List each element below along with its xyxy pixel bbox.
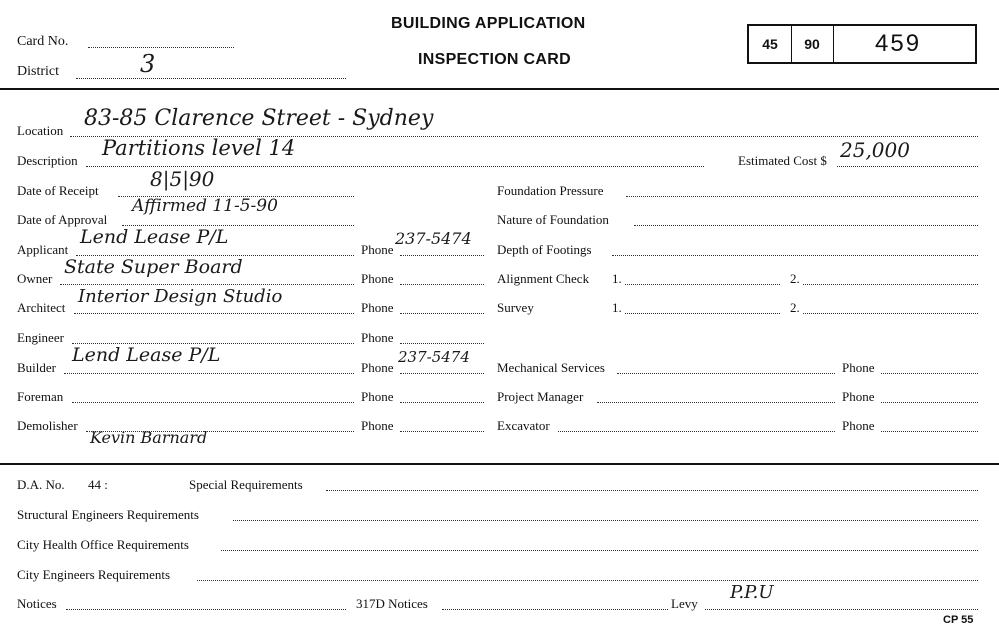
notices-line [66,609,346,610]
demolisher-phone-label: Phone [361,418,394,433]
mechanical-phone-label: Phone [842,360,875,375]
da-no-value[interactable]: 44 : [88,477,108,492]
form-title-line2: INSPECTION CARD [418,51,571,68]
file-number: 459 [875,30,922,57]
excavator-phone-label: Phone [842,418,875,433]
code-cell-2: 90 [791,26,834,62]
depth-footings-line [612,255,978,256]
architect-phone-line [400,313,484,314]
alignment-1-label: 1. [612,271,622,286]
excavator-phone-line [881,431,978,432]
builder-value[interactable]: Lend Lease P/L [72,344,221,366]
receipt-label: Date of Receipt [17,183,99,198]
notices-label: Notices [17,596,57,611]
structural-label: Structural Engineers Requirements [17,507,199,522]
builder-line [64,373,354,374]
description-value[interactable]: Partitions level 14 [102,136,296,160]
district-value[interactable]: 3 [140,50,156,78]
demolisher-phone-line [400,431,484,432]
engineer-phone-label: Phone [361,330,394,345]
estimated-cost-label: Estimated Cost $ [738,153,827,168]
nature-foundation-label: Nature of Foundation [497,212,609,227]
approval-value[interactable]: Affirmed 11-5-90 [132,196,278,216]
survey-1-line [625,313,780,314]
builder-phone-label: Phone [361,360,394,375]
location-value[interactable]: 83-85 Clarence Street - Sydney [84,106,434,131]
owner-phone-label: Phone [361,271,394,286]
header-divider [0,88,999,90]
engineer-phone-line [400,343,484,344]
city-engineers-line [197,580,978,581]
alignment-check-label: Alignment Check [497,271,590,286]
project-manager-phone-line [881,402,978,403]
foreman-phone-line [400,402,484,403]
description-label: Description [17,153,78,168]
builder-label: Builder [17,360,56,375]
district-label: District [17,64,59,79]
alignment-1-line [625,284,780,285]
levy-label: Levy [671,596,698,611]
foreman-line [72,402,354,403]
location-label: Location [17,123,64,138]
architect-phone-label: Phone [361,300,394,315]
approval-label: Date of Approval [17,212,108,227]
nature-foundation-line [634,225,978,226]
survey-label: Survey [497,300,534,315]
card-no-line [88,47,234,48]
district-line [76,78,346,79]
survey-1-label: 1. [612,300,622,315]
excavator-line [558,431,835,432]
applicant-value[interactable]: Lend Lease P/L [80,226,229,248]
special-requirements-label: Special Requirements [189,477,303,492]
excavator-label: Excavator [497,418,550,433]
mechanical-phone-line [881,373,978,374]
owner-value[interactable]: State Super Board [64,256,243,278]
card-no-label: Card No. [17,34,69,49]
inspector-signature: Kevin Barnard [90,428,208,447]
notices-317d-line [442,609,668,610]
receipt-value[interactable]: 8|5|90 [150,167,215,191]
architect-label: Architect [17,300,66,315]
depth-footings-label: Depth of Footings [497,242,592,257]
project-manager-label: Project Manager [497,389,584,404]
file-number-box [747,24,977,64]
notices-317d-label: 317D Notices [356,596,428,611]
mechanical-label: Mechanical Services [497,360,605,375]
special-requirements-line [326,490,978,491]
da-no-label: D.A. No. [17,477,65,492]
alignment-2-label: 2. [790,271,800,286]
foundation-pressure-line [626,196,978,197]
architect-value[interactable]: Interior Design Studio [78,286,283,307]
engineer-label: Engineer [17,330,64,345]
applicant-phone[interactable]: 237-5474 [395,229,472,248]
applicant-label: Applicant [17,242,69,257]
foreman-phone-label: Phone [361,389,394,404]
project-manager-phone-label: Phone [842,389,875,404]
code-cell-1: 45 [749,26,792,62]
section-divider [0,463,999,465]
applicant-phone-label: Phone [361,242,394,257]
demolisher-label: Demolisher [17,418,78,433]
estimated-cost-line [837,166,978,167]
foundation-pressure-label: Foundation Pressure [497,183,604,198]
health-line [221,550,978,551]
foreman-label: Foreman [17,389,64,404]
survey-2-label: 2. [790,300,800,315]
owner-phone-line [400,284,484,285]
alignment-2-line [803,284,978,285]
architect-line [74,313,354,314]
levy-value[interactable]: P.P.U [730,582,774,603]
health-label: City Health Office Requirements [17,537,189,552]
form-title-line1: BUILDING APPLICATION [391,15,586,32]
applicant-phone-line [400,255,484,256]
levy-line [705,609,978,610]
survey-2-line [803,313,978,314]
owner-label: Owner [17,271,53,286]
owner-line [60,284,354,285]
structural-line [233,520,978,521]
project-manager-line [597,402,835,403]
mechanical-line [617,373,835,374]
form-code: CP 55 [943,614,974,626]
city-engineers-label: City Engineers Requirements [17,567,171,582]
builder-phone[interactable]: 237-5474 [398,348,470,366]
builder-phone-line [400,373,484,374]
estimated-cost-value[interactable]: 25,000 [840,138,910,162]
